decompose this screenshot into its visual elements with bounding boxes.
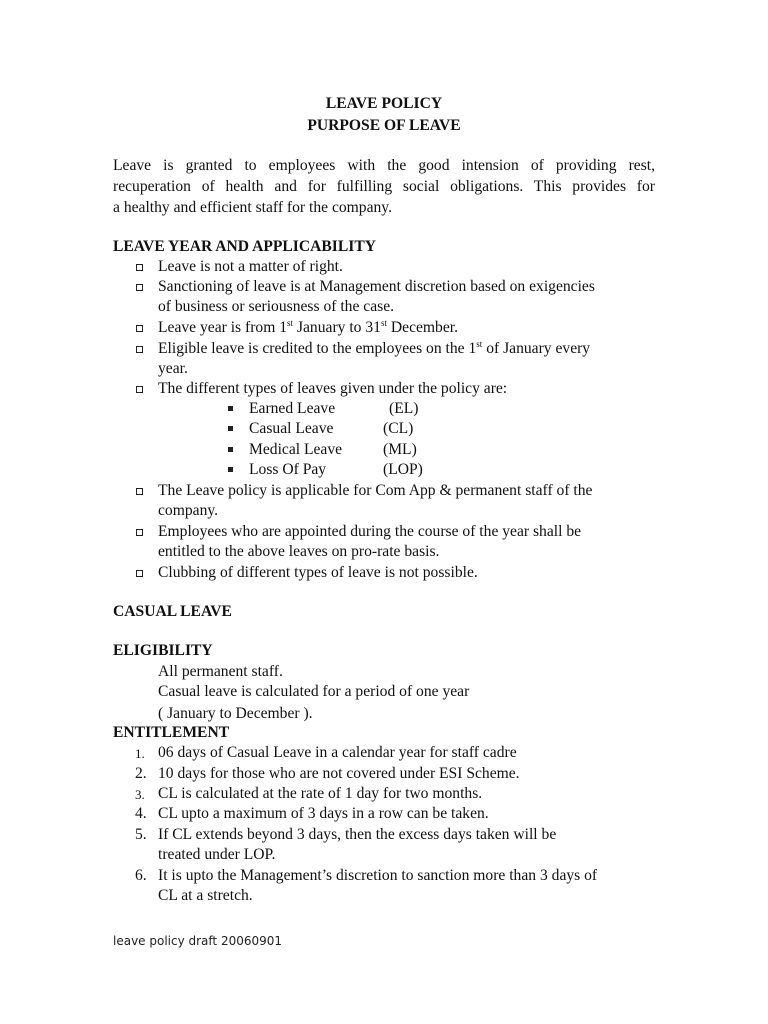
entitlement-item-6-cont: CL at a stretch. <box>158 887 253 904</box>
intro-line-2: recuperation of health and for fulfilling social obligations. This provides for <box>113 178 655 195</box>
entitlement-item-3: CL is calculated at the rate of 1 day for two months. <box>158 785 483 802</box>
intro-line-3: a healthy and efficient staff for the company. <box>113 199 392 216</box>
bullet-not-right: Leave is not a matter of right. <box>158 258 343 275</box>
bullet-leave-year: Leave year is from 1st January to 31st December. <box>158 318 458 336</box>
filled-bullet-icon <box>228 406 233 411</box>
eligibility-line-1: All permanent staff. <box>158 663 283 680</box>
filled-bullet-icon <box>228 467 233 472</box>
entitlement-item-6: It is upto the Management’s discretion to sanction more than 3 days of <box>158 867 598 884</box>
entitlement-item-5: If CL extends beyond 3 days, then the excess days taken will be <box>158 826 557 843</box>
entitlement-item-5-cont: treated under LOP. <box>158 846 276 863</box>
bullet-appointed-2: entitled to the above leaves on pro-rate basis. <box>158 543 440 560</box>
bullet-sanction-1: Sanctioning of leave is at Management discretion based on exigencies <box>158 278 595 295</box>
eligibility-line-2: Casual leave is calculated for a period of one year <box>158 683 470 700</box>
filled-bullet-icon <box>228 447 233 452</box>
leave-type-code: (LOP) <box>383 461 423 478</box>
section-heading-leave-year: LEAVE YEAR AND APPLICABILITY <box>113 238 376 255</box>
list-number: 4. <box>135 805 147 822</box>
bullet-appointed-1: Employees who are appointed during the course of the year shall be <box>158 523 582 540</box>
bullet-clubbing: Clubbing of different types of leave is not possible. <box>158 564 478 581</box>
page-footer: leave policy draft 20060901 <box>113 934 283 948</box>
bullet-eligible-1: Eligible leave is credited to the employees on the 1st of January every <box>158 339 591 357</box>
list-number: 5. <box>135 826 147 843</box>
intro-line-1: Leave is granted to employees with the good intension of providing rest, <box>113 157 655 174</box>
bullet-applicable-1: The Leave policy is applicable for Com App & permanent staff of the <box>158 482 593 499</box>
bullet-types-intro: The different types of leaves given under the policy are: <box>158 380 508 397</box>
doc-subtitle: PURPOSE OF LEAVE <box>307 117 461 134</box>
bullet-eligible-2: year. <box>158 360 188 377</box>
square-bullet-icon <box>136 488 143 495</box>
leave-type-code: (CL) <box>383 420 414 437</box>
leave-type-code: (ML) <box>383 441 417 458</box>
leave-type-name: Earned Leave <box>249 400 336 417</box>
eligibility-line-3: ( January to December ). <box>158 705 313 722</box>
leave-type-name: Loss Of Pay <box>249 461 327 478</box>
list-number: 1. <box>135 746 145 761</box>
leave-type-name: Casual Leave <box>249 420 334 437</box>
bullet-applicable-2: company. <box>158 502 219 519</box>
section-heading-casual-leave: CASUAL LEAVE <box>113 603 232 620</box>
list-number: 6. <box>135 867 147 884</box>
entitlement-item-2: 10 days for those who are not covered under ESI Scheme. <box>158 765 520 782</box>
list-number: 3. <box>135 787 145 802</box>
square-bullet-icon <box>136 264 143 271</box>
square-bullet-icon <box>136 570 143 577</box>
section-heading-entitlement: ENTITLEMENT <box>113 724 230 741</box>
square-bullet-icon <box>136 284 143 291</box>
entitlement-item-4: CL upto a maximum of 3 days in a row can be taken. <box>158 805 489 822</box>
square-bullet-icon <box>136 346 143 353</box>
filled-bullet-icon <box>228 426 233 431</box>
doc-title: LEAVE POLICY <box>325 95 443 112</box>
bullet-sanction-2: of business or seriousness of the case. <box>158 298 395 315</box>
entitlement-item-1: 06 days of Casual Leave in a calendar year for staff cadre <box>158 744 517 761</box>
square-bullet-icon <box>136 325 143 332</box>
leave-type-code: (EL) <box>389 400 419 417</box>
square-bullet-icon <box>136 529 143 536</box>
list-number: 2. <box>135 765 147 782</box>
square-bullet-icon <box>136 386 143 393</box>
section-heading-eligibility: ELIGIBILITY <box>113 642 213 659</box>
leave-type-name: Medical Leave <box>249 441 343 458</box>
